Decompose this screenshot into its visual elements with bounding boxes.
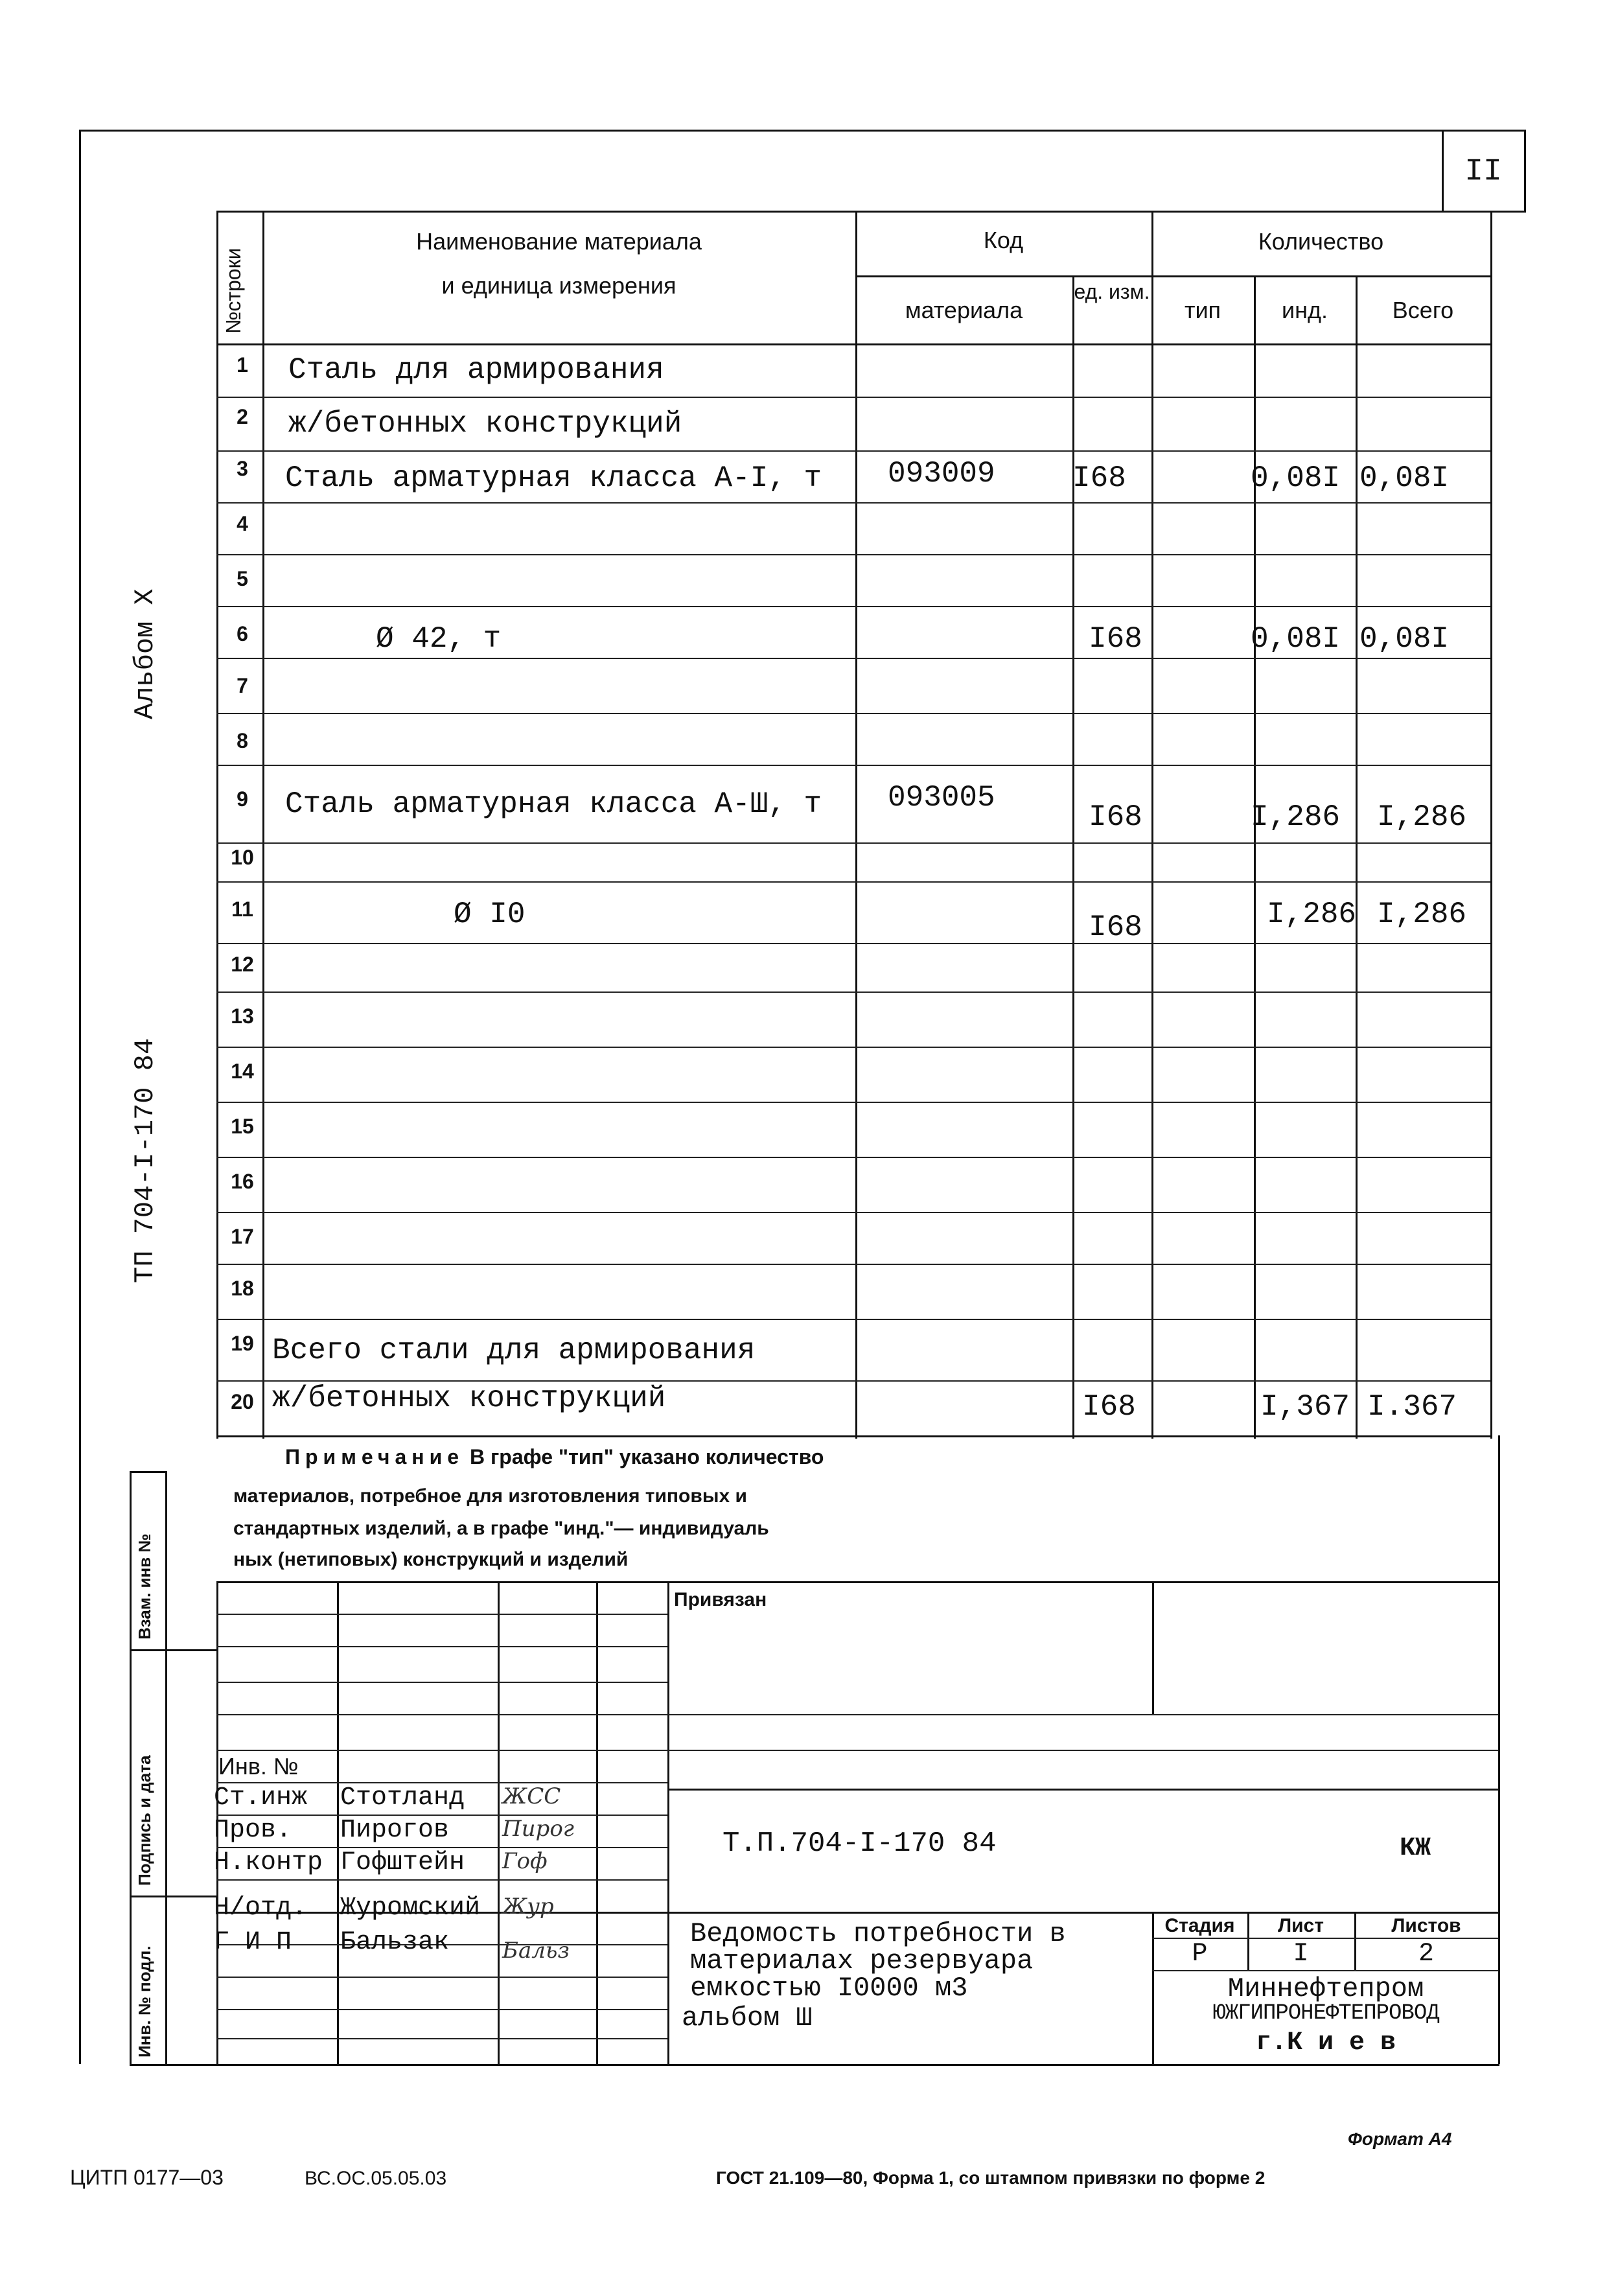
code-material-header: материала <box>905 297 1023 323</box>
row-number: 11 <box>231 898 253 921</box>
org-city: г.К и е в <box>1255 2028 1396 2058</box>
drawing-mark: КЖ <box>1400 1834 1431 1863</box>
material-name: Сталь арматурная класса А-Ш, т <box>285 787 822 821</box>
person-name: Стотланд <box>340 1783 465 1813</box>
signature: Гоф <box>502 1848 548 1874</box>
unit-code: I68 <box>1089 622 1142 656</box>
material-code: 093005 <box>888 781 995 815</box>
material-name: Ø I0 <box>454 898 526 931</box>
org-institute: ЮЖГИПРОНЕФТЕПРОВОД <box>1212 2001 1439 2026</box>
qty-type-header: тип <box>1184 297 1221 323</box>
row-number: 9 <box>237 787 248 811</box>
row-number: 6 <box>237 622 248 645</box>
row-number: 15 <box>231 1115 254 1138</box>
material-code: 093009 <box>888 457 995 491</box>
stage-label: Стадия <box>1164 1915 1235 1936</box>
row-number: 10 <box>231 846 254 869</box>
role-label: Н/отд. <box>214 1894 308 1923</box>
material-name: ж/бетонных конструкций <box>288 407 682 441</box>
code-header: Код <box>983 227 1024 253</box>
qty-total: I,286 <box>1377 800 1467 834</box>
qty-total: I.367 <box>1367 1390 1457 1424</box>
name-header-line2: и единица измерения <box>441 272 676 299</box>
unit-code: I68 <box>1072 461 1126 495</box>
material-name: Сталь для армирования <box>288 353 664 387</box>
note-text: В графе "тип" указано количество <box>469 1445 824 1468</box>
qty-ind: I,286 <box>1267 898 1357 931</box>
role-label: Г И П <box>214 1928 292 1957</box>
sheet-number: II <box>1464 154 1502 189</box>
row-number: 17 <box>231 1225 254 1248</box>
sheets-label: Листов <box>1391 1915 1461 1936</box>
row-number: 2 <box>237 405 248 428</box>
person-name: Бальзак <box>340 1928 450 1957</box>
signature: ЖСС <box>502 1783 561 1809</box>
material-name: Всего стали для армирования <box>272 1334 756 1367</box>
row-number: 12 <box>231 953 254 976</box>
stage-value: Р <box>1192 1940 1208 1969</box>
qty-ind-header: инд. <box>1282 297 1328 323</box>
row-number: 4 <box>237 512 248 535</box>
table-left-border <box>216 211 218 1439</box>
doc-title-line4: альбом Ш <box>682 2002 813 2034</box>
note-line3: стандартных изделий, а в графе "инд."— индивидуаль <box>233 1518 769 1539</box>
material-name: ж/бетонных конструкций <box>272 1382 666 1415</box>
qty-total: I,286 <box>1377 898 1467 931</box>
signature: Бальз <box>502 1938 570 1964</box>
row-number: 14 <box>231 1060 254 1083</box>
person-name: Гофштейн <box>340 1848 465 1877</box>
format-label: Формат А4 <box>1348 2129 1452 2149</box>
material-name: Ø 42, т <box>376 622 502 656</box>
sheet-value: I <box>1293 1940 1309 1969</box>
note-line2: материалов, потребное для изготовления типовых и <box>233 1485 747 1507</box>
row-number: 19 <box>231 1332 254 1355</box>
qty-ind: 0,08I <box>1251 461 1341 495</box>
project-side-label: ТП 704-I-170 84 <box>130 1038 161 1283</box>
doc-title-line1: Ведомость потребности в <box>690 1918 1066 1949</box>
role-label: Н.контр <box>214 1848 323 1877</box>
album-side-label: Альбом Х <box>130 588 161 719</box>
unit-code: I68 <box>1082 1390 1136 1424</box>
signature: Пирог <box>502 1816 574 1842</box>
qty-total: 0,08I <box>1359 622 1450 656</box>
row-number: 1 <box>237 353 248 377</box>
note-line1 <box>285 1445 824 1469</box>
row-number: 18 <box>231 1277 254 1300</box>
row-number: 13 <box>231 1004 254 1028</box>
row-number-header: №строки <box>222 248 245 334</box>
material-name: Сталь арматурная класса А-I, т <box>285 461 822 495</box>
qty-ind: I,286 <box>1251 800 1341 834</box>
privyazan-label: Привязан <box>674 1589 767 1610</box>
footer-gost: ГОСТ 21.109—80, Форма 1, со штампом привязки по форме 2 <box>716 2168 1266 2188</box>
role-label: Ст.инж <box>214 1783 308 1813</box>
row-number: 8 <box>237 729 248 752</box>
role-label: Пров. <box>214 1816 292 1845</box>
footer-code-left: ЦИТП 0177—03 <box>70 2166 224 2189</box>
footer-code-mid: ВС.ОС.05.05.03 <box>305 2168 447 2189</box>
note-title: Примечание <box>285 1445 465 1468</box>
person-name: Журомский <box>340 1894 481 1923</box>
sheet-label: Лист <box>1278 1915 1324 1936</box>
quantity-header: Количество <box>1258 228 1384 255</box>
doc-title-line3: емкостью I0000 м3 <box>690 1973 968 2004</box>
code-unit-header: ед. изм. <box>1074 280 1150 303</box>
inv-no-label: Инв. № <box>218 1753 299 1780</box>
unit-code: I68 <box>1089 800 1142 834</box>
vzam-label: Взам. инв № <box>135 1533 154 1640</box>
sheets-value: 2 <box>1418 1940 1434 1969</box>
row-number: 20 <box>231 1390 254 1413</box>
row-number: 16 <box>231 1170 254 1193</box>
person-name: Пирогов <box>340 1816 450 1845</box>
qty-ind: 0,08I <box>1251 622 1341 656</box>
org-ministry: Миннефтепром <box>1227 1973 1424 2004</box>
row-number: 7 <box>237 674 248 697</box>
qty-total-header: Всего <box>1392 297 1454 323</box>
inv-podl-label: Инв. № подл. <box>135 1945 154 2058</box>
qty-total: 0,08I <box>1359 461 1450 495</box>
name-header-line1: Наименование материала <box>416 228 702 255</box>
unit-code: I68 <box>1089 910 1142 944</box>
signature: Жур <box>502 1894 554 1919</box>
qty-ind: I,367 <box>1260 1390 1350 1424</box>
podpis-label: Подпись и дата <box>135 1755 154 1886</box>
note-line4: ных (нетиповых) конструкций и изделий <box>233 1549 629 1570</box>
row-number: 5 <box>237 567 248 590</box>
row-number: 3 <box>237 457 248 480</box>
doc-title-line2: материалах резервуара <box>690 1945 1034 1977</box>
doc-code: Т.П.704-I-170 84 <box>723 1827 997 1860</box>
